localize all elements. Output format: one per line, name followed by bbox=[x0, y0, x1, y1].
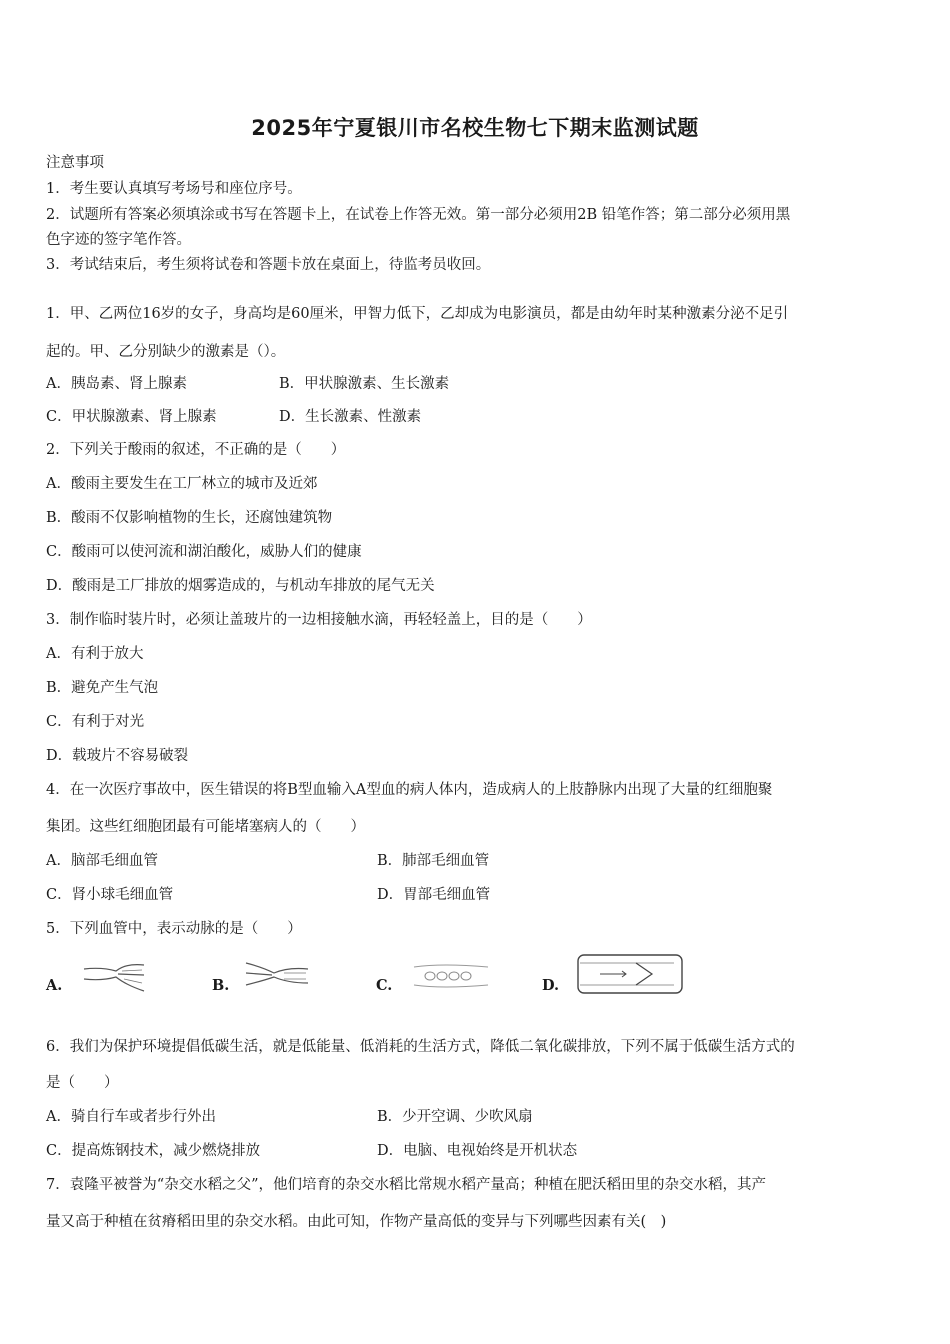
q4-option-b: B．肺部毛细血管 bbox=[377, 853, 490, 869]
notice-item: 2．试题所有答案必须填涂或书写在答题卡上，在试卷上作答无效。第一部分必须用2B 铅笔作答；第二部分必须用黑 bbox=[46, 207, 791, 223]
q6-stem: 6．我们为保护环境提倡低碳生活，就是低能量、低消耗的生活方式，降低二氧化碳排放，下列不属于低碳生活方式的 bbox=[46, 1039, 795, 1055]
vessel-merging-icon bbox=[244, 955, 314, 999]
q2-option-c: C．酸雨可以使河流和湖泊酸化，威胁人们的健康 bbox=[46, 544, 362, 560]
q4-stem: 4．在一次医疗事故中，医生错误的将B型血输入A型血的病人体内，造成病人的上肢静脉内出现了大量的红细胞聚 bbox=[46, 782, 773, 798]
q3-option-a: A．有利于放大 bbox=[46, 646, 144, 662]
q4-option-d: D．胃部毛细血管 bbox=[377, 887, 491, 903]
q5-option-b: B. bbox=[212, 977, 230, 994]
q7-stem: 7．袁隆平被誉为“杂交水稻之父”，他们培育的杂交水稻比常规水稻产量高；种植在肥沃稻田里的杂交水稻，其产 bbox=[46, 1177, 767, 1193]
q1-option-c: C．甲状腺激素、肾上腺素 bbox=[46, 409, 217, 425]
q3-stem: 3．制作临时装片时，必须让盖玻片的一边相接触水滴，再轻轻盖上，目的是（ ） bbox=[46, 612, 592, 628]
q1-stem: 1．甲、乙两位16岁的女子，身高均是60厘米，甲智力低下，乙却成为电影演员，都是由幼年时某种激素分泌不足引 bbox=[46, 306, 789, 322]
q7-stem: 量又高于种植在贫瘠稻田里的杂交水稻。由此可知，作物产量高低的变异与下列哪些因素有关( ) bbox=[46, 1214, 667, 1230]
notice-item: 色字迹的签字笔作答。 bbox=[46, 232, 191, 248]
q2-option-d: D．酸雨是工厂排放的烟雾造成的，与机动车排放的尾气无关 bbox=[46, 578, 435, 594]
q5-option-c: C. bbox=[376, 977, 393, 994]
vessel-branching-icon bbox=[82, 955, 152, 999]
notice-heading: 注意事项 bbox=[46, 155, 104, 171]
q1-stem: 起的。甲、乙分别缺少的激素是（）。 bbox=[46, 344, 286, 360]
q3-option-c: C．有利于对光 bbox=[46, 714, 145, 730]
q3-option-d: D．载玻片不容易破裂 bbox=[46, 748, 189, 764]
notice-item: 1．考生要认真填写考场号和座位序号。 bbox=[46, 181, 302, 197]
q4-stem: 集团。这些红细胞团最有可能堵塞病人的（ ） bbox=[46, 819, 365, 835]
q5-stem: 5．下列血管中，表示动脉的是（ ） bbox=[46, 921, 302, 937]
q5-option-d: D. bbox=[542, 977, 560, 994]
q5-figure-row bbox=[46, 955, 906, 1007]
q2-option-b: B．酸雨不仅影响植物的生长，还腐蚀建筑物 bbox=[46, 510, 333, 526]
q5-option-a: A. bbox=[46, 977, 63, 994]
q4-option-c: C．肾小球毛细血管 bbox=[46, 887, 174, 903]
q1-option-d: D．生长激素、性激素 bbox=[279, 409, 422, 425]
page-title: 2025年宁夏银川市名校生物七下期末监测试题 bbox=[251, 116, 699, 140]
q2-stem: 2．下列关于酸雨的叙述，不正确的是（ ） bbox=[46, 442, 346, 458]
q3-option-b: B．避免产生气泡 bbox=[46, 680, 159, 696]
capillary-icon bbox=[412, 955, 492, 999]
q6-option-c: C．提高炼钢技术，减少燃烧排放 bbox=[46, 1143, 261, 1159]
q6-stem: 是（ ） bbox=[46, 1075, 119, 1091]
q6-option-d: D．电脑、电视始终是开机状态 bbox=[377, 1143, 578, 1159]
q4-option-a: A．脑部毛细血管 bbox=[46, 853, 158, 869]
q6-option-b: B．少开空调、少吹风扇 bbox=[377, 1109, 533, 1125]
notice-item: 3．考试结束后，考生须将试卷和答题卡放在桌面上，待监考员收回。 bbox=[46, 257, 491, 273]
vein-valve-icon bbox=[576, 951, 688, 999]
q2-option-a: A．酸雨主要发生在工厂林立的城市及近郊 bbox=[46, 476, 318, 492]
q6-option-a: A．骑自行车或者步行外出 bbox=[46, 1109, 216, 1125]
q1-option-a: A．胰岛素、肾上腺素 bbox=[46, 376, 187, 392]
q1-option-b: B．甲状腺激素、生长激素 bbox=[279, 376, 450, 392]
